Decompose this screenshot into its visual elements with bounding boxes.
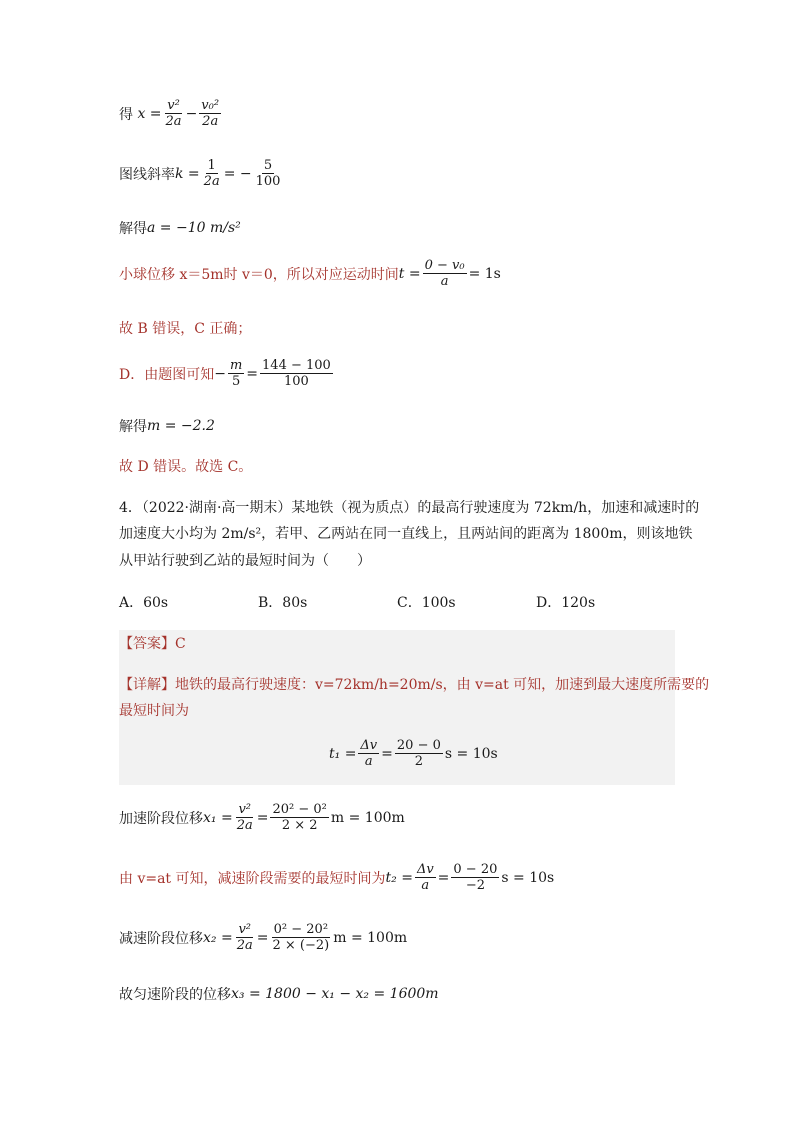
fraction bbox=[202, 158, 222, 189]
option-c: C．100s bbox=[397, 595, 456, 611]
fraction-denominator: 2a bbox=[202, 114, 219, 129]
fraction bbox=[199, 98, 221, 129]
math-text: x₃ = 1800 − x₁ − x₂ = 1600m bbox=[231, 986, 439, 1002]
math-text: x₁ = bbox=[203, 809, 233, 826]
formula-x bbox=[119, 98, 223, 129]
formula-slope bbox=[119, 158, 284, 189]
fraction-numerator: Δv bbox=[416, 862, 434, 877]
prefix-text: 故匀速阶段的位移 bbox=[119, 987, 231, 1003]
prefix-text: 加速阶段位移 bbox=[119, 810, 203, 827]
fraction-numerator: m bbox=[229, 358, 243, 373]
fraction-numerator: 144 − 100 bbox=[262, 358, 331, 373]
conclusion-bc bbox=[119, 318, 251, 338]
math-text: s = 10s bbox=[444, 745, 498, 762]
fraction bbox=[235, 802, 255, 833]
fraction-numerator: 20² − 0² bbox=[272, 802, 327, 817]
fraction bbox=[423, 258, 467, 289]
answer-label: 【答案】C bbox=[119, 636, 186, 652]
prefix-text: 由 v=at 可知，减速阶段需要的最短时间为 bbox=[119, 870, 386, 887]
prefix-text: 解得 bbox=[119, 221, 147, 237]
fraction bbox=[395, 738, 443, 769]
fraction-denominator: −2 bbox=[465, 878, 485, 893]
formula-t1 bbox=[329, 738, 498, 769]
formula-time bbox=[119, 258, 501, 289]
detail-text: 最短时间为 bbox=[119, 703, 189, 719]
fraction-denominator: 2 bbox=[414, 754, 424, 769]
math-text: t = bbox=[398, 265, 421, 282]
fraction-denominator: 2a bbox=[236, 818, 253, 833]
operator: − bbox=[214, 365, 226, 382]
fraction bbox=[270, 922, 331, 953]
formula-x1 bbox=[119, 802, 405, 833]
math-text: = 1s bbox=[468, 265, 501, 282]
question-line: 加速度大小均为 2m/s²，若甲、乙两站在同一直线上，且两站间的距离为 1800m，则该地铁 bbox=[119, 526, 693, 542]
operator: = − bbox=[223, 165, 252, 182]
math-text: m = 100m bbox=[333, 929, 408, 946]
fraction bbox=[270, 802, 328, 833]
option-a: A．60s bbox=[119, 595, 169, 611]
fraction-numerator: v² bbox=[238, 802, 251, 817]
formula-m-result bbox=[119, 416, 215, 436]
option-d: D．120s bbox=[536, 595, 596, 611]
prefix-text: 故 B 错误，C 正确； bbox=[119, 321, 252, 337]
fraction-denominator: 2 × 2 bbox=[281, 818, 318, 833]
fraction-denominator: 2 × (−2) bbox=[272, 938, 330, 953]
fraction-numerator: v₀² bbox=[201, 98, 220, 113]
fraction-denominator: 2a bbox=[165, 114, 182, 129]
fraction-denominator: 100 bbox=[255, 174, 281, 189]
prefix-text: 故 D 错误。故选 C。 bbox=[119, 459, 253, 475]
fraction-numerator: 5 bbox=[263, 158, 273, 173]
detail-label: 【详解】 bbox=[119, 677, 175, 693]
operator: = bbox=[246, 365, 259, 382]
fraction-numerator: 0² − 20² bbox=[273, 922, 329, 937]
prefix-text: 小球位移 x＝5m时 v＝0，所以对应运动时间 bbox=[119, 266, 399, 283]
fraction-denominator: 2a bbox=[236, 938, 253, 953]
fraction-denominator: 5 bbox=[231, 374, 241, 389]
formula-x2 bbox=[119, 922, 407, 953]
fraction-numerator: 0 − 20 bbox=[453, 862, 498, 877]
fraction-denominator: a bbox=[421, 878, 430, 893]
fraction-numerator: 20 − 0 bbox=[396, 738, 441, 753]
detail-text: 地铁的最高行驶速度：v=72km/h=20m/s，由 v=at 可知，加速到最大速度所需要的 bbox=[175, 677, 710, 693]
prefix-text: 得 bbox=[119, 106, 133, 123]
prefix-text: 图线斜率 bbox=[119, 166, 175, 183]
conclusion-d bbox=[119, 456, 252, 476]
fraction-numerator: v² bbox=[238, 922, 251, 937]
fraction-denominator: a bbox=[440, 274, 449, 289]
fraction bbox=[358, 738, 379, 769]
formula-a bbox=[119, 218, 241, 238]
question-line: 4．（2022·湖南·高一期末）某地铁（视为质点）的最高行驶速度为 72km/h，加速和减速时的 bbox=[119, 500, 700, 516]
prefix-text: 减速阶段位移 bbox=[119, 930, 203, 947]
fraction bbox=[451, 862, 499, 893]
fraction bbox=[254, 158, 283, 189]
operator: = bbox=[256, 929, 269, 946]
math-text: k = bbox=[175, 165, 200, 182]
operator: = bbox=[381, 745, 393, 762]
answer-box bbox=[119, 630, 710, 785]
prefix-text: 解得 bbox=[119, 419, 147, 435]
formula-t2 bbox=[119, 862, 554, 893]
math-text: a = −10 m/s² bbox=[147, 220, 241, 236]
operator: − bbox=[185, 105, 198, 122]
fraction bbox=[415, 862, 436, 893]
fraction-numerator: 1 bbox=[207, 158, 216, 173]
fraction bbox=[228, 358, 244, 389]
fraction-denominator: 2a bbox=[203, 174, 220, 189]
fraction-numerator: v² bbox=[167, 98, 180, 113]
fraction-numerator: 0 − v₀ bbox=[424, 258, 465, 273]
fraction bbox=[235, 922, 255, 953]
math-text: x = bbox=[137, 105, 162, 122]
fraction-denominator: a bbox=[364, 754, 373, 769]
fraction-numerator: Δv bbox=[360, 738, 378, 753]
math-text: t₂ = bbox=[385, 869, 413, 886]
math-text: m = −2.2 bbox=[147, 418, 215, 434]
operator: = bbox=[437, 869, 450, 886]
detail-line bbox=[119, 674, 709, 694]
fraction bbox=[164, 98, 184, 129]
math-text: t₁ = bbox=[329, 745, 357, 762]
operator: = bbox=[256, 809, 269, 826]
prefix-text: D．由题图可知 bbox=[119, 366, 215, 383]
math-text: m = 100m bbox=[330, 809, 405, 826]
math-text: s = 10s bbox=[501, 869, 555, 886]
fraction-denominator: 100 bbox=[284, 374, 309, 389]
formula-m bbox=[119, 358, 335, 389]
math-text: x₂ = bbox=[203, 929, 233, 946]
question-line: 从甲站行驶到乙站的最短时间为（ ） bbox=[119, 553, 371, 569]
option-b: B．80s bbox=[258, 595, 308, 611]
fraction bbox=[260, 358, 333, 389]
formula-x3 bbox=[119, 984, 439, 1004]
